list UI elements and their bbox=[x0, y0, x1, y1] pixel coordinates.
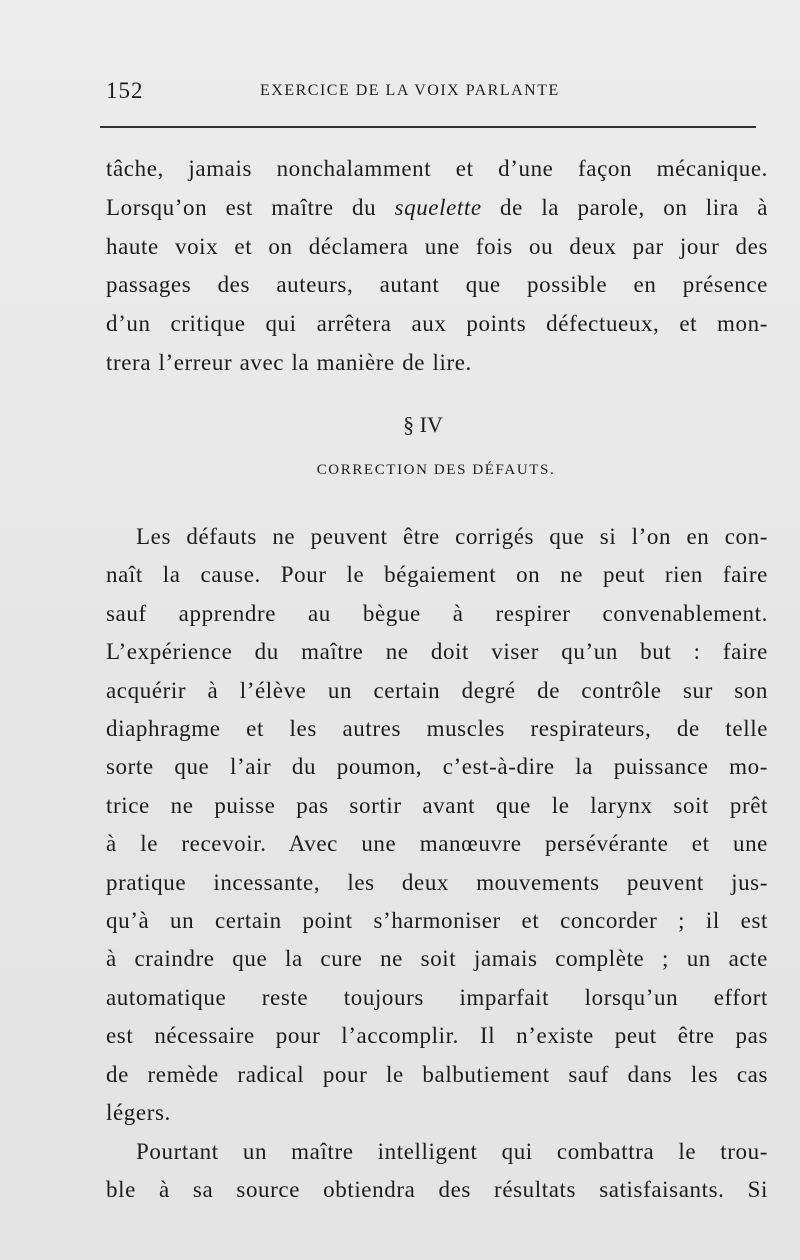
text-line: ble à sa source obtiendra des résultats satisfaisants. Si bbox=[106, 1176, 768, 1202]
paragraph-2 bbox=[106, 518, 768, 1209]
text-line: automatique reste toujours imparfait lorsqu’un effort bbox=[106, 984, 768, 1010]
text-line bbox=[106, 189, 768, 228]
text-segment: de la parole, on lira à bbox=[481, 194, 769, 220]
text-line: Les défauts ne peuvent être corrigés que si l’on en con- bbox=[136, 524, 768, 549]
text-line: à le recevoir. Avec une manœuvre persévérante et une bbox=[106, 831, 768, 857]
header-rule bbox=[100, 126, 756, 128]
page-number: 152 bbox=[106, 78, 144, 103]
text-line: trera l’erreur avec la manière de lire. bbox=[106, 349, 472, 375]
text-line: sauf apprendre au bègue à respirer convenablement. bbox=[106, 600, 768, 626]
text-line: de remède radical pour le balbutiement sauf dans les cas bbox=[106, 1061, 768, 1087]
text-line: acquérir à l’élève un certain degré de contrôle sur son bbox=[106, 677, 768, 703]
text-line: à craindre que la cure ne soit jamais complète ; un acte bbox=[106, 946, 768, 972]
paragraph-1 bbox=[106, 150, 768, 383]
text-line: passages des auteurs, autant que possible en présence bbox=[106, 272, 768, 298]
text-line: est nécessaire pour l’accomplir. Il n’existe peut être pas bbox=[106, 1023, 768, 1049]
text-line: sorte que l’air du poumon, c’est-à-dire la puissance mo- bbox=[106, 754, 768, 780]
text-line: qu’à un certain point s’harmoniser et concorder ; il est bbox=[106, 908, 768, 934]
text-line: légers. bbox=[106, 1100, 171, 1126]
section-number: § IV bbox=[403, 412, 443, 437]
text-line: pratique incessante, les deux mouvements peuvent jus- bbox=[106, 869, 768, 895]
text-line: diaphragme et les autres muscles respirateurs, de telle bbox=[106, 716, 768, 742]
text-line: trice ne puisse pas sortir avant que le larynx soit prêt bbox=[106, 792, 768, 818]
page-header bbox=[106, 78, 762, 108]
text-line: tâche, jamais nonchalamment et d’une façon mécanique. bbox=[106, 156, 768, 181]
text-line: Pourtant un maître intelligent qui combattra le trou- bbox=[136, 1138, 768, 1164]
text-line: d’un critique qui arrêtera aux points défectueux, et mon- bbox=[106, 311, 768, 337]
text-segment: Lorsqu’on est maître du bbox=[106, 194, 395, 220]
text-line: haute voix et on déclamera une fois ou deux par jour des bbox=[106, 233, 768, 259]
section-title: CORRECTION DES DÉFAUTS. bbox=[316, 462, 556, 478]
text-line: naît la cause. Pour le bégaiement on ne peut rien faire bbox=[106, 562, 768, 588]
running-head: EXERCICE DE LA VOIX PARLANTE bbox=[260, 82, 560, 99]
italic-term: squelette bbox=[394, 194, 482, 220]
text-line: L’expérience du maître ne doit viser qu’un but : faire bbox=[106, 639, 768, 665]
